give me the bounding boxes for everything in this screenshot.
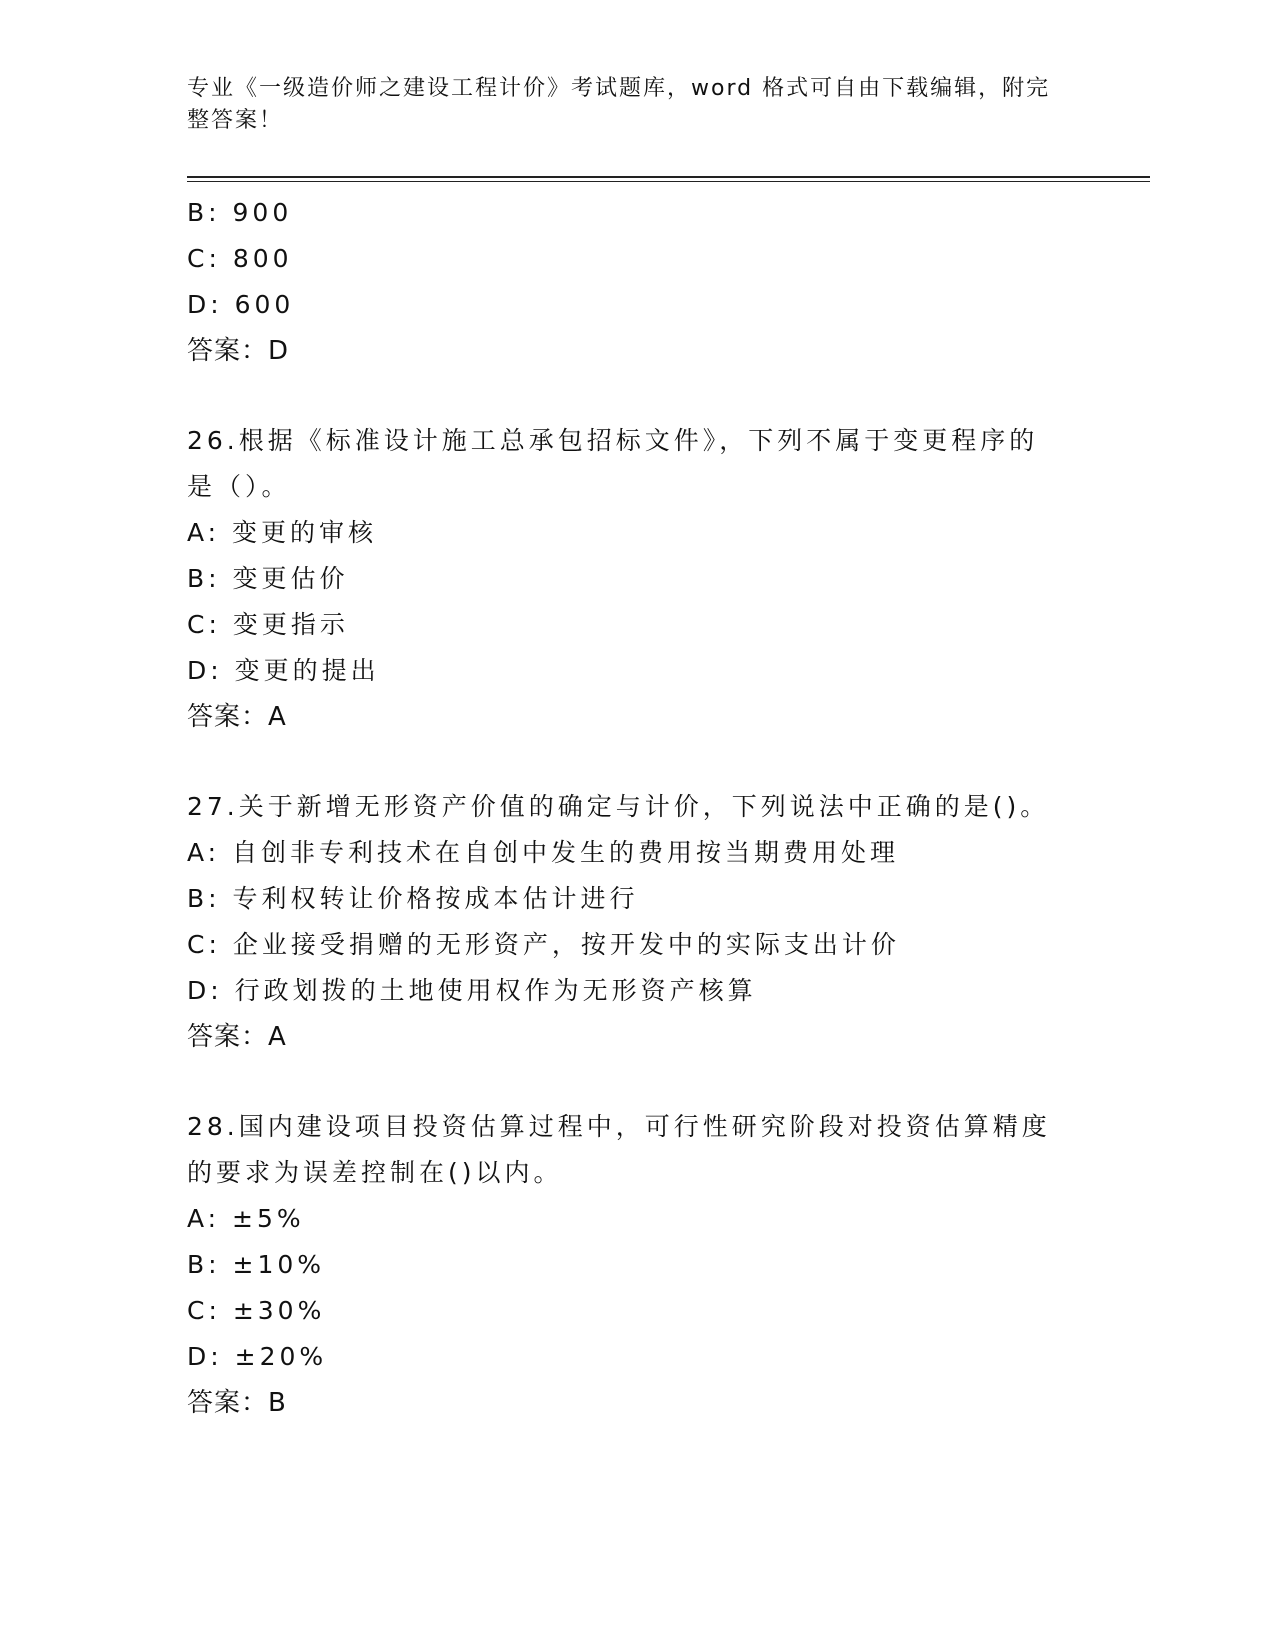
option-c: C: 变更指示 [187, 610, 349, 639]
option-d: D: ±20% [187, 1342, 328, 1371]
answer-line: 答案：B [187, 1388, 287, 1418]
option-a: A: 变更的审核 [187, 518, 378, 547]
answer-line: 答案：D [187, 336, 290, 366]
option-c: C: 企业接受捐赠的无形资产，按开发中的实际支出计价 [187, 930, 900, 959]
option-d: D: 600 [187, 290, 295, 319]
question-title: 28.国内建设项目投资估算过程中，可行性研究阶段对投资估算精度的要求为误差控制在()以内。 [187, 1112, 1051, 1187]
option-a: A: ±5% [187, 1204, 305, 1233]
option-a: A: 自创非专利技术在自创中发生的费用按当期费用处理 [187, 838, 900, 867]
option-c: C: ±30% [187, 1296, 326, 1325]
question-block-26 [187, 418, 1087, 740]
option-c: C: 800 [187, 244, 293, 273]
answer-line: 答案：A [187, 1022, 287, 1052]
option-b: B: ±10% [187, 1250, 326, 1279]
option-b: B: 专利权转让价格按成本估计进行 [187, 884, 639, 913]
question-block-28 [187, 1104, 1087, 1426]
document-header: 专业《一级造价师之建设工程计价》考试题库，word 格式可自由下载编辑，附完整答案！ [187, 76, 1051, 133]
option-d: D: 行政划拨的土地使用权作为无形资产核算 [187, 976, 757, 1005]
option-b: B: 900 [187, 198, 293, 227]
header-divider-thick [187, 176, 1150, 178]
header-divider-thin [187, 181, 1150, 182]
question-title: 27.关于新增无形资产价值的确定与计价，下列说法中正确的是()。 [187, 792, 1050, 821]
question-title: 26.根据《标准设计施工总承包招标文件》，下列不属于变更程序的是（）。 [187, 426, 1039, 501]
question-list [187, 190, 1087, 1426]
question-block-27 [187, 784, 1087, 1060]
question-block-25 [187, 190, 1087, 374]
option-d: D: 变更的提出 [187, 656, 380, 685]
option-b: B: 变更估价 [187, 564, 349, 593]
answer-line: 答案：A [187, 702, 287, 732]
